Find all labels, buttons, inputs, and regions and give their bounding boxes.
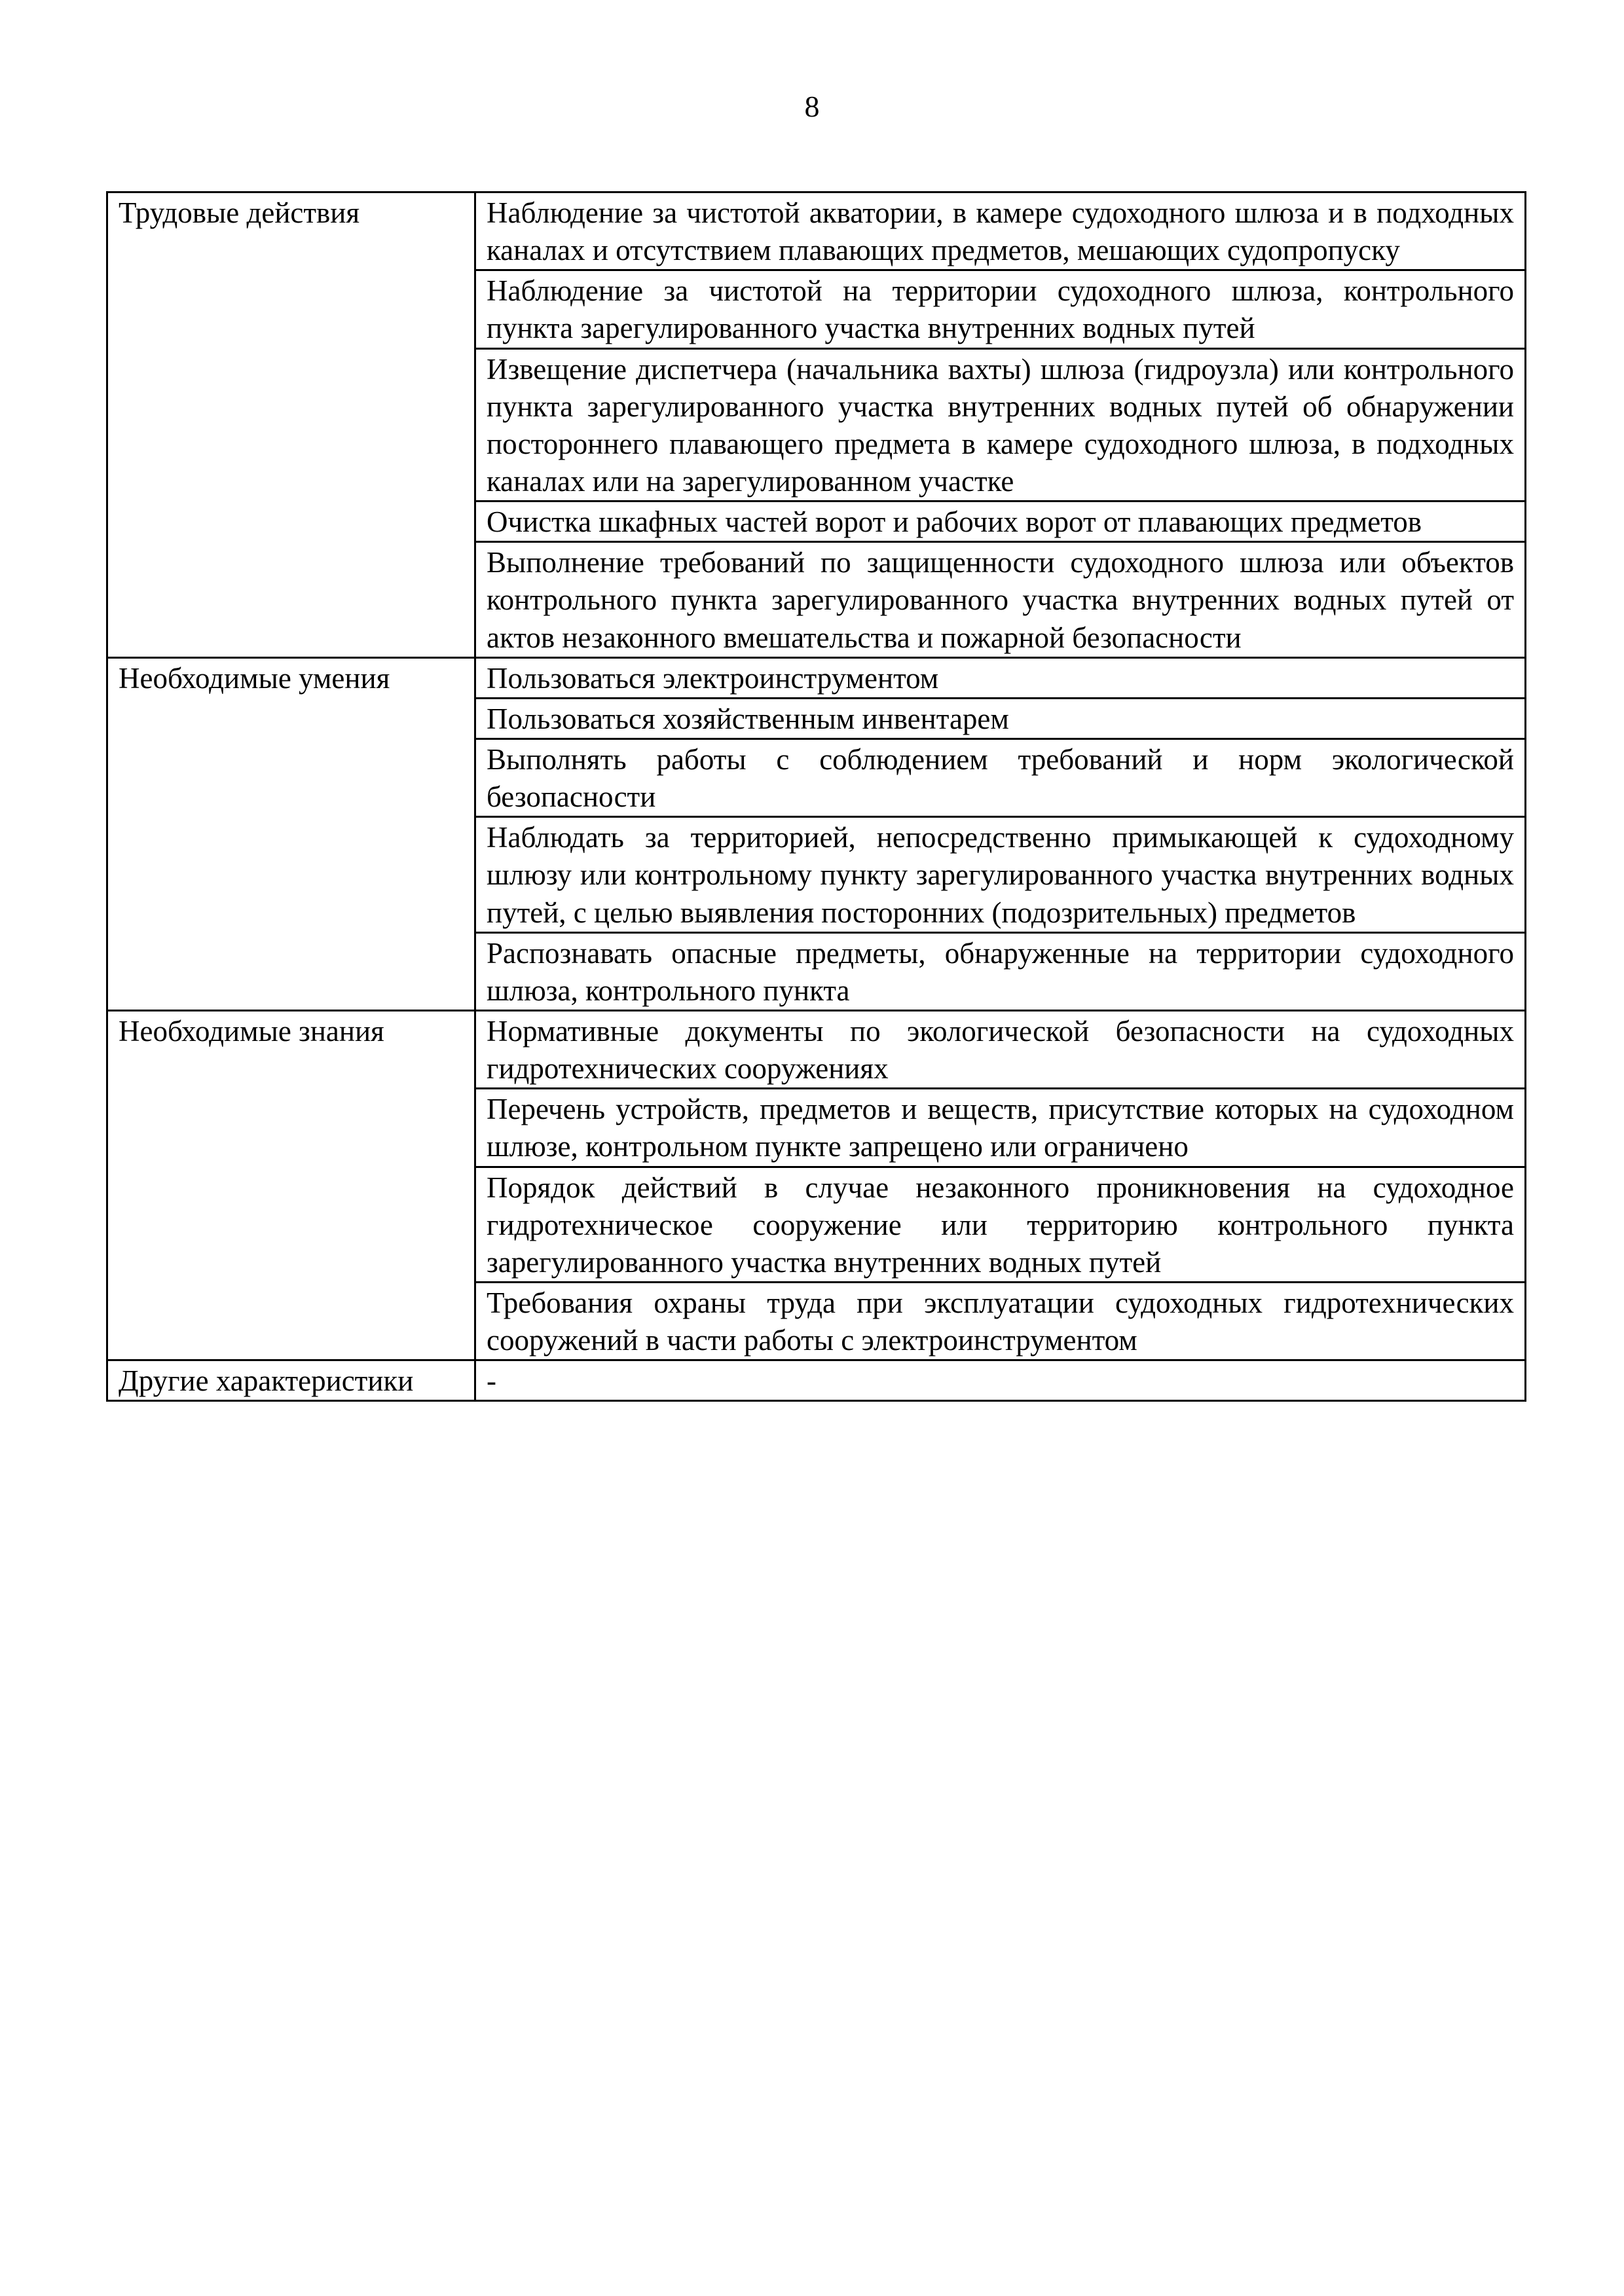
table-cell-required-knowledge: Нормативные документы по экологической безопасности на судоходных гидротехнических сооружениях	[475, 1010, 1526, 1088]
table-cell-required-knowledge: Порядок действий в случае незаконного проникновения на судоходное гидротехническое сооружение или территорию контрольного пункта зарегулированного участка внутренних водных путей	[475, 1167, 1526, 1282]
table-row	[107, 657, 1526, 698]
table-cell-labor-action: Наблюдение за чистотой акватории, в камере судоходного шлюза и в подходных каналах и отсутствием плавающих предметов, мешающих судопропуску	[475, 192, 1526, 270]
table-cell-other-characteristic: -	[475, 1360, 1526, 1401]
table-row	[107, 1360, 1526, 1401]
table-cell-required-knowledge: Перечень устройств, предметов и веществ, присутствие которых на судоходном шлюзе, контрольном пункте запрещено или ограничено	[475, 1089, 1526, 1167]
table-cell-required-knowledge: Требования охраны труда при эксплуатации судоходных гидротехнических сооружений в части работы с электроинструментом	[475, 1282, 1526, 1360]
table-cell-required-skill: Пользоваться электроинструментом	[475, 657, 1526, 698]
table-cell-required-skill: Выполнять работы с соблюдением требований и норм экологической безопасности	[475, 738, 1526, 816]
page-number: 8	[804, 90, 820, 123]
table-cell-labor-action: Очистка шкафных частей ворот и рабочих ворот от плавающих предметов	[475, 501, 1526, 542]
table-cell-required-skill: Пользоваться хозяйственным инвентарем	[475, 698, 1526, 738]
job-function-table	[106, 191, 1526, 1402]
section-label-required-knowledge: Необходимые знания	[107, 1010, 475, 1360]
section-label-labor-actions: Трудовые действия	[107, 192, 475, 658]
table-row	[107, 192, 1526, 270]
table-cell-labor-action: Выполнение требований по защищенности судоходного шлюза или объектов контрольного пункта зарегулированного участка внутренних водных путей от актов незаконного вмешательства и пожарной безопасности	[475, 542, 1526, 657]
table-cell-labor-action: Наблюдение за чистотой на территории судоходного шлюза, контрольного пункта зарегулированного участка внутренних водных путей	[475, 270, 1526, 348]
section-label-other-characteristics: Другие характеристики	[107, 1360, 475, 1401]
section-label-required-skills: Необходимые умения	[107, 657, 475, 1010]
table-cell-labor-action: Извещение диспетчера (начальника вахты) шлюза (гидроузла) или контрольного пункта зарегулированного участка внутренних водных путей об обнаружении постороннего плавающего предмета в камере судоходного шлюза, в подходных каналах или на зарегулированном участке	[475, 348, 1526, 501]
table-cell-required-skill: Распознавать опасные предметы, обнаруженные на территории судоходного шлюза, контрольного пункта	[475, 932, 1526, 1010]
table-cell-required-skill: Наблюдать за территорией, непосредственно примыкающей к судоходному шлюзу или контрольному пункту зарегулированного участка внутренних водных путей, с целью выявления посторонних (подозрительных) предметов	[475, 817, 1526, 932]
table-row	[107, 1010, 1526, 1088]
